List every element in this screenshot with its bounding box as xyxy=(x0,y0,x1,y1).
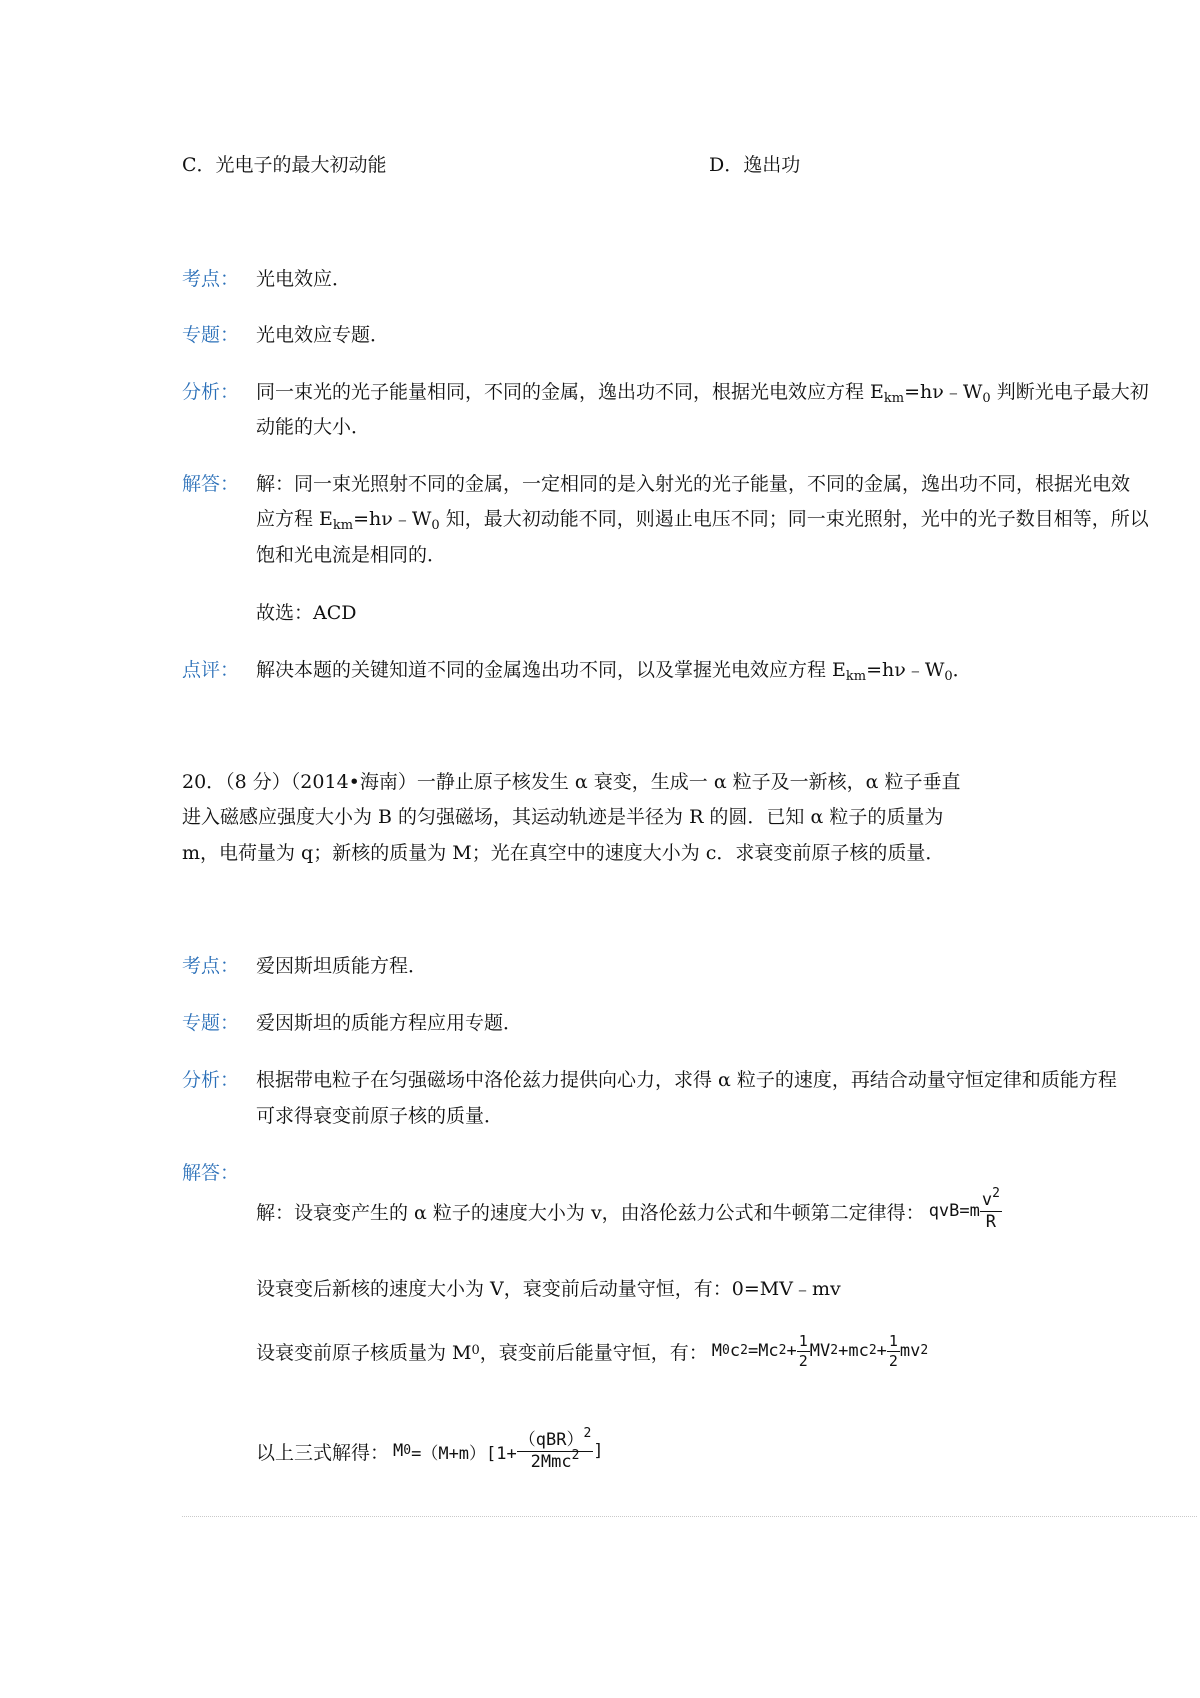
fenxi-label: 分析： xyxy=(182,381,240,403)
zhuanti-text: 光电效应专题． xyxy=(256,324,390,346)
q20-zhuanti-text: 爱因斯坦的质能方程应用专题． xyxy=(256,1012,523,1034)
q20-step-3: 设衰变前原子核质量为 M 0 ，衰变前后能量守恒，有： M 0 c 2 =Mc 2 + $\frac{1}{2}$ MV 2 +mc 2 + $\frac{1}{2}$ mv 2 xyxy=(256,1331,929,1370)
option-c: C．光电子的最大初动能 xyxy=(182,154,387,176)
jieda-line-3: 饱和光电流是相同的． xyxy=(256,544,447,566)
option-d: D．逸出功 xyxy=(709,154,801,176)
jieda-line-2: 应方程 $E_{km}=h\nu﹣W_0$ 知，最大初动能不同，则遏止电压不同；同一束光照射，光中的光子数目相等，所以 xyxy=(256,508,1149,533)
q20-stem-line-3: m，电荷量为 q；新核的质量为 M；光在真空中的速度大小为 c．求衰变前原子核的质量． xyxy=(182,842,945,864)
lorentz-formula: qvB=m $\frac{v^2}{R}$ xyxy=(928,1185,1000,1232)
q20-stem-line-1: 20．（8 分）（2014•海南）一静止原子核发生 α 衰变，生成一 α 粒子及一新核，α 粒子垂直 xyxy=(182,771,961,793)
page-divider xyxy=(182,1516,1197,1517)
dianping-text: 解决本题的关键知道不同的金属逸出功不同，以及掌握光电效应方程 $E_{km}=h\nu﹣W_0$． xyxy=(256,659,972,684)
energy-conservation-formula: M 0 c 2 =Mc 2 + $\frac{1}{2}$ MV 2 +mc 2 + $\frac{1}{2}$ mv 2 xyxy=(711,1331,929,1370)
jieda-line-1: 解：同一束光照射不同的金属，一定相同的是入射光的光子能量，不同的金属，逸出功不同，根据光电效 xyxy=(256,473,1131,495)
zhuanti-label: 专题： xyxy=(182,324,240,346)
q20-fenxi-line-2: 可求得衰变前原子核的质量． xyxy=(256,1105,504,1127)
q20-kaodian-label: 考点： xyxy=(182,955,240,977)
kaodian-text: 光电效应． xyxy=(256,268,352,290)
jieda-label: 解答： xyxy=(182,473,240,495)
q20-fenxi-line-1: 根据带电粒子在匀强磁场中洛伦兹力提供向心力，求得 α 粒子的速度，再结合动量守恒定律和质能方程 xyxy=(256,1069,1117,1091)
fenxi-line-2: 动能的大小． xyxy=(256,416,371,438)
q20-step-4: 以上三式解得： M 0 =（M+m）[1+ $\frac{(qBR)^2}{2Mmc^2}$ ] xyxy=(256,1425,604,1472)
dianping-label: 点评： xyxy=(182,659,240,681)
q20-stem-line-2: 进入磁感应强度大小为 B 的匀强磁场，其运动轨迹是半径为 R 的圆．已知 α 粒子的质量为 xyxy=(182,806,944,828)
q20-step-1: 解：设衰变产生的 α 粒子的速度大小为 v，由洛伦兹力公式和牛顿第二定律得： qvB=m $\frac{v^2}{R}$ xyxy=(256,1185,1000,1232)
answer: 故选：ACD xyxy=(256,602,357,624)
q20-fenxi-label: 分析： xyxy=(182,1069,240,1091)
q20-kaodian-text: 爱因斯坦质能方程． xyxy=(256,955,428,977)
q20-zhuanti-label: 专题： xyxy=(182,1012,240,1034)
kaodian-label: 考点： xyxy=(182,268,240,290)
q20-jieda-label: 解答： xyxy=(182,1162,240,1184)
final-mass-formula: M 0 =（M+m）[1+ $\frac{(qBR)^2}{2Mmc^2}$ ] xyxy=(393,1425,604,1472)
fenxi-line-1: 同一束光的光子能量相同，不同的金属，逸出功不同，根据光电效应方程 $E_{km}=h\nu﹣W_0$ 判断光电子最大初 xyxy=(256,381,1149,406)
q20-step-2: 设衰变后新核的速度大小为 V，衰变前后动量守恒，有：0=MV﹣mv xyxy=(256,1278,841,1300)
